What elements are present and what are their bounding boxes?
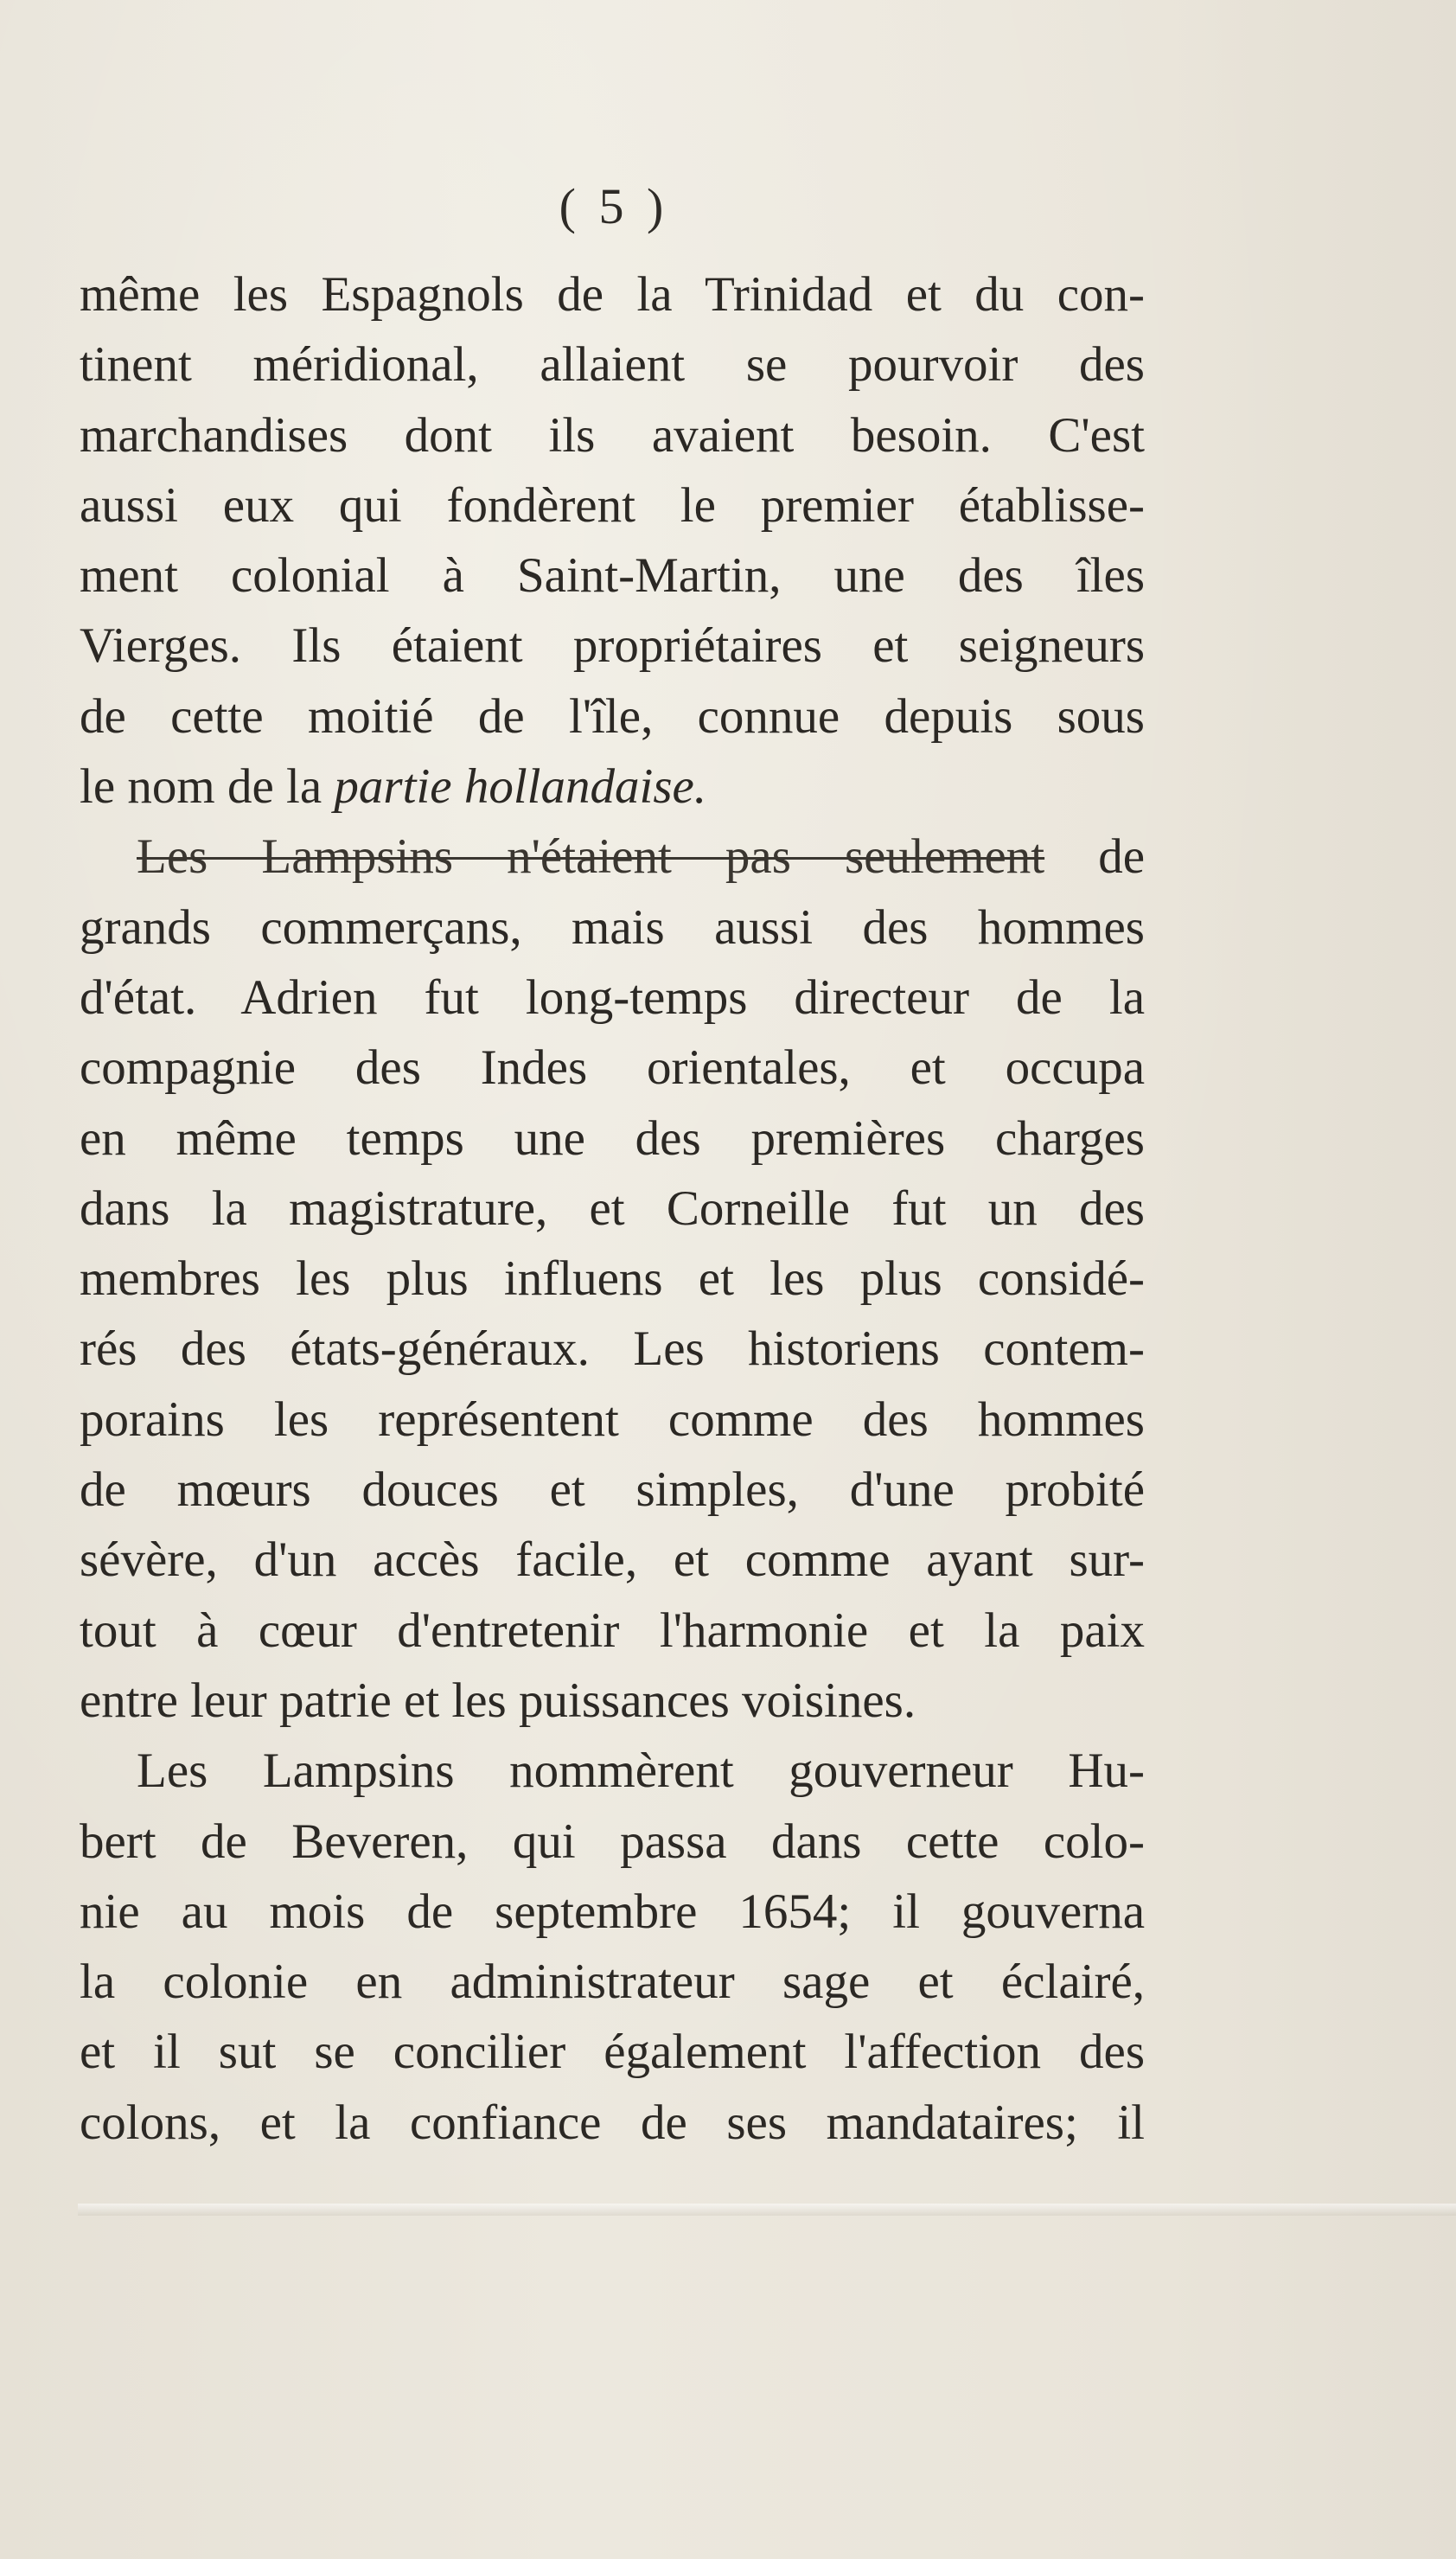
text-line: tout à cœur d'entretenir l'harmonie et la paix <box>80 1603 1145 1658</box>
text-line: dans la magistrature, et Corneille fut un des <box>80 1180 1145 1236</box>
text-line: marchandises dont ils avaient besoin. C'est <box>80 407 1145 463</box>
text-run: de <box>1044 829 1145 885</box>
text-line: ment colonial à Saint-Martin, une des îles <box>80 548 1145 604</box>
text-line: Vierges. Ils étaient propriétaires et seigneurs <box>80 618 1145 674</box>
text-line: membres les plus influens et les plus considé- <box>80 1251 1145 1307</box>
text-line-last <box>80 752 1145 822</box>
text-line: colons, et la confiance de ses mandataires; il <box>80 2095 1145 2150</box>
text-line: nie au mois de septembre 1654; il gouverna <box>80 1884 1145 1939</box>
text-line: et il sut se concilier également l'affection des <box>80 2025 1145 2080</box>
text-line: de cette moitié de l'île, connue depuis sous <box>80 688 1145 744</box>
text-run: le nom de la <box>80 759 335 815</box>
text-line: la colonie en administrateur sage et éclairé, <box>80 1954 1145 2010</box>
text-line: grands commerçans, mais aussi des hommes <box>80 899 1145 955</box>
text-line-last: entre leur patrie et les puissances voisines. <box>80 1673 916 1728</box>
page-number: ( 5 ) <box>559 178 669 234</box>
paper-fold <box>78 2204 1456 2216</box>
paragraph-first-line <box>80 822 1145 892</box>
text-line: aussi eux qui fondèrent le premier établisse- <box>80 477 1145 533</box>
text-line: bert de Beveren, qui passa dans cette colo- <box>80 1814 1145 1869</box>
text-line: porains les représentent comme des hommes <box>80 1391 1145 1447</box>
text-line: même les Espagnols de la Trinidad et du con- <box>80 267 1145 322</box>
struck-text: Les Lampsins n'étaient pas seulement <box>137 829 1045 885</box>
text-line: en même temps une des premières charges <box>80 1110 1145 1166</box>
text-line: tinent méridional, allaient se pourvoir des <box>80 337 1145 393</box>
paragraph-first-line: Les Lampsins nommèrent gouverneur Hu- <box>137 1743 1145 1799</box>
text-line: compagnie des Indes orientales, et occupa <box>80 1040 1145 1096</box>
text-line: rés des états-généraux. Les historiens contem- <box>80 1321 1145 1377</box>
text-line: d'état. Adrien fut long-temps directeur de la <box>80 969 1145 1025</box>
italic-term: partie hollandaise. <box>334 759 707 815</box>
body-text <box>80 259 1145 2158</box>
text-line: de mœurs douces et simples, d'une probité <box>80 1462 1145 1518</box>
text-line: sévère, d'un accès facile, et comme ayant sur- <box>80 1532 1145 1588</box>
